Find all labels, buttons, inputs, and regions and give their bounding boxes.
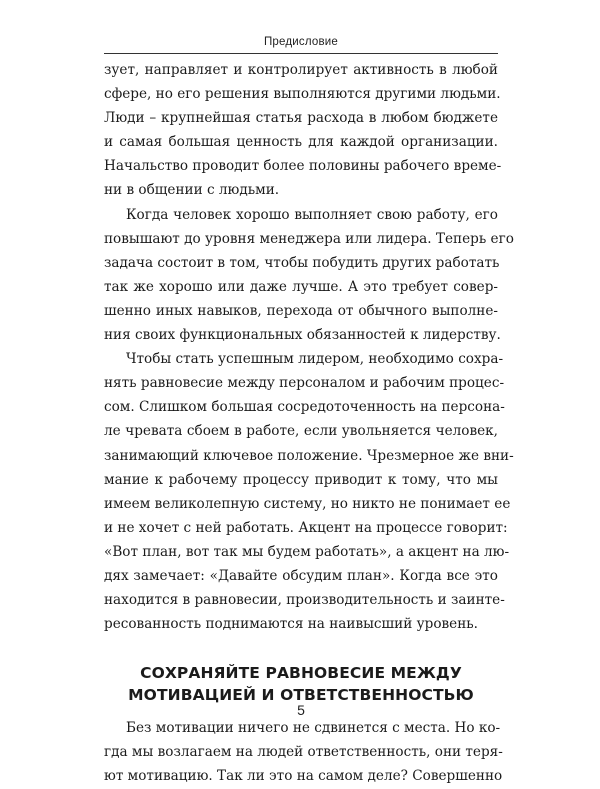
text-line: дях замечает: «Давайте обсудим план». Когда все это (104, 567, 498, 584)
text-line: мание к рабочему процессу приводит к тому, что мы (104, 471, 498, 488)
paragraph-4 (104, 716, 503, 788)
running-head: Предисловие (263, 36, 339, 48)
page-body (104, 58, 514, 789)
text-line: ле чревата сбоем в работе, если увольняется человек, (104, 423, 498, 440)
text-line: повышают до уровня менеджера или лидера. Теперь его (104, 230, 514, 247)
text-line: Без мотивации ничего не сдвинется с места. Но ко- (126, 720, 501, 737)
header-rule (104, 53, 498, 54)
text-line: Люди – крупнейшая статья расхода в любом бюджете (104, 110, 498, 127)
text-line: «Вот план, вот так мы будем работать», а акцент на лю- (104, 543, 510, 560)
text-line: и не хочет с ней работать. Акцент на процессе говорит: (104, 519, 508, 536)
text-line: ют мотивацию. Так ли это на самом деле? Совершенно (104, 768, 503, 785)
text-line: зует, направляет и контролирует активность в любой (104, 62, 498, 78)
text-line: находится в равновесии, производительность и заинте- (104, 592, 505, 609)
paragraph-2 (104, 203, 514, 348)
text-line: Чтобы стать успешным лидером, необходимо сохра- (126, 351, 504, 368)
text-line: так же хорошо или даже лучше. А это требует совер- (104, 278, 498, 295)
text-line: ния своих функциональных обязанностей к лидерству. (104, 327, 501, 344)
text-line: имеем великолепную систему, но никто не понимает ее (104, 495, 511, 512)
text-line: ресованность поднимаются на наивысший уровень. (104, 616, 478, 633)
text-line: сфере, но его решения выполняются другими людьми. (104, 86, 501, 103)
section-heading (104, 662, 498, 706)
paragraph-1 (104, 58, 502, 203)
text-line: Когда человек хорошо выполняет свою работу, его (126, 206, 498, 223)
text-line: Начальство проводит более половины рабочего време- (104, 158, 502, 175)
text-line: ни в общении с людьми. (104, 182, 280, 199)
text-line: сом. Слишком большая сосредоточенность на персона- (104, 399, 505, 416)
page-number: 5 (297, 702, 305, 718)
text-line: гда мы возлагаем на людей ответственность, они теря- (104, 744, 503, 761)
text-line: нять равновесие между персоналом и рабочим процес- (104, 375, 505, 392)
text-line: и самая большая ценность для каждой организации. (104, 134, 498, 151)
text-line: задача состоит в том, чтобы побудить других работать (104, 254, 500, 271)
section-heading-line: МОТИВАЦИЕЙ И ОТВЕТСТВЕННОСТЬЮ (128, 686, 474, 705)
section-heading-line: СОХРАНЯЙТЕ РАВНОВЕСИЕ МЕЖДУ (140, 664, 462, 683)
paragraph-3 (104, 347, 514, 636)
text-line: занимающий ключевое положение. Чрезмерное же вни- (104, 447, 514, 464)
text-line: шенно иных навыков, перехода от обычного выполне- (104, 302, 498, 319)
